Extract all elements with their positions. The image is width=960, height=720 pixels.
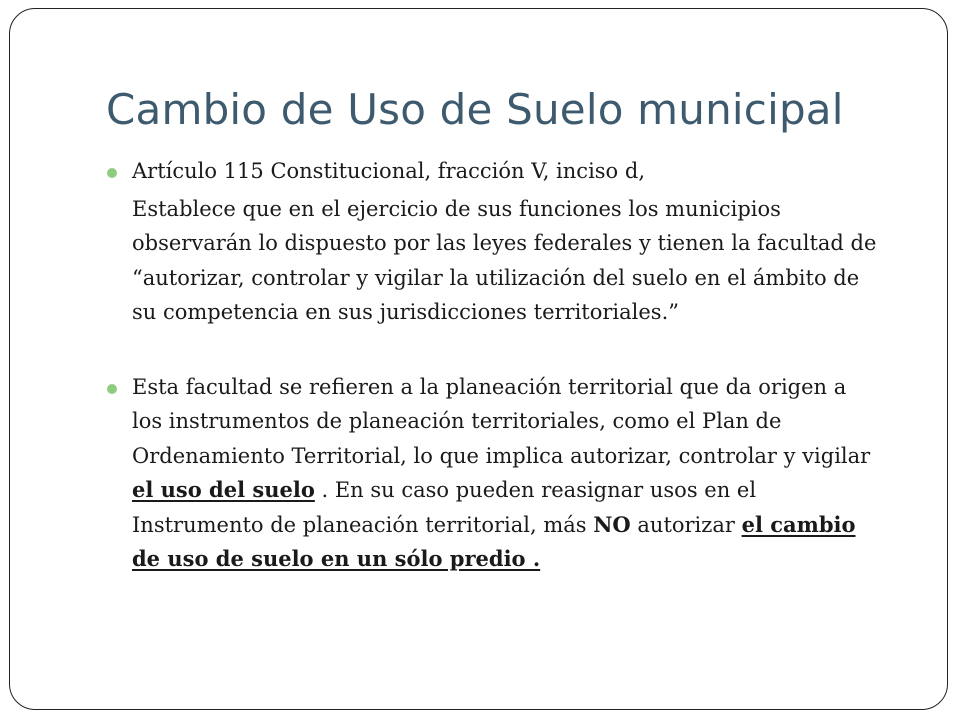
paragraph-text-after: autorizar xyxy=(630,512,742,537)
bullet-item-article-115 xyxy=(103,154,883,189)
bullet-dot-icon xyxy=(107,384,117,394)
paragraph-text-middle: . En su caso pueden reasignar usos en el Instrumento de planeación territorial, más xyxy=(132,478,757,537)
paragraph-text-start: Esta facultad se refieren a la planeación territorial que da origen a los instrumentos de planeación territoriales, como el Plan de Ordenamiento Territorial, lo que implica autorizar, controlar y vigilar xyxy=(132,374,871,468)
emphasis-cambio-de-uso: el cambio de uso de suelo en un sólo predio . xyxy=(132,511,856,571)
bullet-paragraph xyxy=(132,370,883,577)
emphasis-uso-del-suelo: el uso del suelo xyxy=(132,477,315,502)
bullet-heading: Artículo 115 Constitucional, fracción V, inciso d, xyxy=(132,159,645,183)
bullet-dot-icon xyxy=(107,168,117,178)
bullet-body: Establece que en el ejercicio de sus funciones los municipios observarán lo dispuesto por las leyes federales y tienen la facultad de “autorizar, controlar y vigilar la utilización del suelo en el ámbito de su competencia en sus jurisdicciones territoriales.” xyxy=(132,196,877,324)
emphasis-no: NO xyxy=(593,511,631,537)
bullet-item-facultad xyxy=(103,370,883,577)
slide-title: Cambio de Uso de Suelo municipal xyxy=(106,85,844,134)
slide-content xyxy=(103,154,883,577)
spacer xyxy=(103,330,883,370)
